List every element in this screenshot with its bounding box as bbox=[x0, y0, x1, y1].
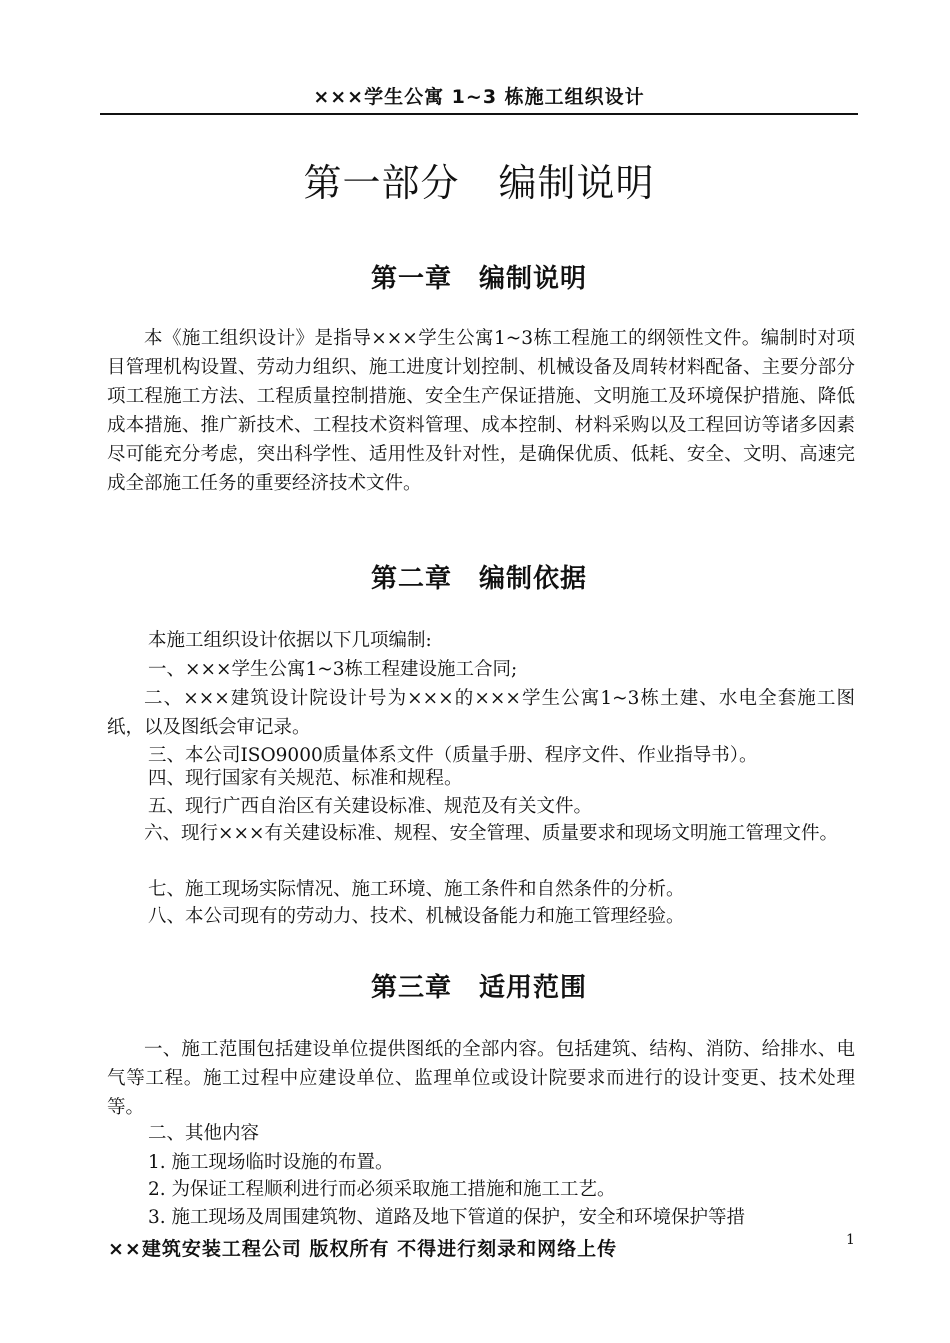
part-title: 第一部分 编制说明 bbox=[303, 161, 655, 205]
other-item-1: 1. 施工现场临时设施的布置。 bbox=[148, 1152, 394, 1173]
other-content-heading: 二、其他内容 bbox=[148, 1123, 260, 1144]
chapter-2-title: 第二章 编制依据 bbox=[370, 564, 587, 594]
copyright-footer: ××建筑安装工程公司 版权所有 不得进行刻录和网络上传 bbox=[108, 1238, 618, 1260]
other-item-3: 3. 施工现场及周围建筑物、道路及地下管道的保护，安全和环境保护等措 bbox=[148, 1207, 746, 1228]
basis-item-6: 六、现行×××有关建设标准、规程、安全管理、质量要求和现场文明施工管理文件。 bbox=[144, 823, 839, 844]
basis-item-8: 八、本公司现有的劳动力、技术、机械设备能力和施工管理经验。 bbox=[148, 906, 685, 927]
basis-item-1: 一、×××学生公寓1~3栋工程建设施工合同; bbox=[148, 659, 518, 680]
basis-item-3: 三、本公司ISO9000质量体系文件（质量手册、程序文件、作业指导书）。 bbox=[148, 745, 758, 766]
other-item-2: 2. 为保证工程顺利进行而必须采取施工措施和施工工艺。 bbox=[148, 1179, 616, 1200]
basis-item-2: 二、×××建筑设计院设计号为×××的×××学生公寓1~3栋土建、水电全套施工图纸，以及图纸会审记录。 bbox=[107, 688, 855, 738]
basis-item-5: 五、现行广西自治区有关建设标准、规范及有关文件。 bbox=[148, 796, 593, 817]
basis-item-4: 四、现行国家有关规范、标准和规程。 bbox=[148, 768, 463, 789]
page-header: ×××学生公寓 1~3 栋施工组织设计 bbox=[313, 86, 645, 108]
chapter-2-intro: 本施工组织设计依据以下几项编制: bbox=[148, 630, 432, 651]
chapter-1-title: 第一章 编制说明 bbox=[370, 264, 587, 294]
header-divider bbox=[100, 113, 858, 115]
chapter-1-paragraph: 本《施工组织设计》是指导×××学生公寓1~3栋工程施工的纲领性文件。编制时对项目管理机构设置、劳动力组织、施工进度计划控制、机械设备及周转材料配备、主要分部分项工程施工方法、工程质量控制措施、安全生产保证措施、文明施工及环境保护措施、降低成本措施、推广新技术、工程技术资料管理、成本控制、材料采购以及工程回访等诸多因素尽可能充分考虑，突出科学性、适用性及针对性，是确保优质、低耗、安全、文明、高速完成全部施工任务的重要经济技术文件。 bbox=[107, 328, 855, 494]
chapter-3-paragraph: 一、施工范围包括建设单位提供图纸的全部内容。包括建筑、结构、消防、给排水、电气等工程。施工过程中应建设单位、监理单位或设计院要求而进行的设计变更、技术处理等。 bbox=[107, 1039, 855, 1118]
page-number: 1 bbox=[846, 1232, 855, 1248]
chapter-3-title: 第三章 适用范围 bbox=[370, 973, 587, 1003]
basis-item-7: 七、施工现场实际情况、施工环境、施工条件和自然条件的分析。 bbox=[148, 879, 685, 900]
